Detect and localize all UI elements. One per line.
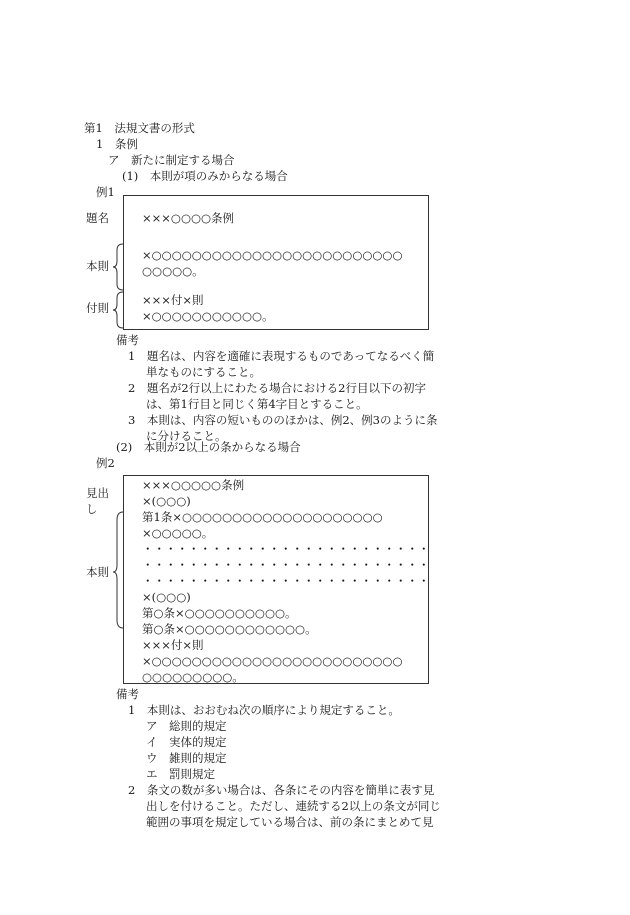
ex2-line: ×(○○○) [142, 590, 191, 604]
ex2-line: ・・・・・・・・・・・・・・・・・・・・・・・・・ [142, 558, 430, 572]
note-1-3-line-1: 3 本則は、内容の短いもののほかは、例2、例3のように条 [128, 413, 438, 427]
note-1-1-line-2: 単なものにすること。 [146, 365, 261, 379]
ex1-side-title: 題名 [86, 211, 109, 225]
ex1-main-line-1: ×○○○○○○○○○○○○○○○○○○○○○○○○○ [142, 248, 403, 262]
subsection-ordinance: 1 条例 [96, 137, 138, 151]
note-2-1: 1 本則は、おおむね次の順序により規定すること。 [128, 703, 400, 717]
section-heading: 第1 法規文書の形式 [84, 121, 195, 135]
note-2-1-sub: ウ 雑則的規定 [146, 751, 227, 765]
item-multiple-articles: (2) 本則が2以上の条からなる場合 [116, 440, 301, 454]
ex2-line: ×××付×則 [142, 638, 204, 652]
note-1-2-line-2: は、第1行目と同じく第4字目とすること。 [146, 397, 368, 411]
note-2-2-line-2: 出しを付けること。ただし、連続する2以上の条文が同じ [146, 799, 441, 813]
ex1-title: ×××○○○○条例 [142, 211, 235, 225]
note-2-2-line-3: 範囲の事項を規定している場合は、前の条にまとめて見 [146, 815, 434, 829]
ex1-supp-body: ×○○○○○○○○○○○。 [142, 309, 274, 323]
example-1-label: 例1 [96, 185, 115, 199]
notes-2-label: 備考 [116, 687, 139, 701]
ex2-line: ・・・・・・・・・・・・・・・・・・・・・・・・・ [142, 574, 430, 588]
item-paragraph-only: (1) 本則が項のみからなる場合 [122, 169, 288, 183]
note-2-1-sub: イ 実体的規定 [146, 735, 227, 749]
example-2-label: 例2 [96, 456, 115, 470]
ex2-line: ・・・・・・・・・・・・・・・・・・・・・・・・・ [142, 542, 430, 556]
ex1-side-supp: 付則 [86, 301, 109, 315]
ex2-side-heading-1: 見出 [86, 486, 109, 500]
ex2-line: ×(○○○) [142, 494, 191, 508]
note-1-2-line-1: 2 題名が2行以上にわたる場合における2行目以下の初字 [128, 381, 426, 395]
ex2-side-main: 本則 [86, 565, 109, 579]
ex1-supp-title: ×××付×則 [142, 293, 204, 307]
ex2-line: 第○条×○○○○○○○○○○。 [142, 606, 297, 620]
ex2-line: ×○○○○○。 [142, 526, 214, 540]
ex2-line: ×××○○○○○条例 [142, 478, 245, 492]
ex2-side-heading-2: し [86, 502, 98, 516]
ex1-main-line-2: ○○○○○。 [142, 264, 204, 278]
ex2-line: ×○○○○○○○○○○○○○○○○○○○○○○○○○ [142, 654, 403, 668]
ex1-side-main: 本則 [86, 259, 109, 273]
ex2-line: ○○○○○○○○○。 [142, 670, 244, 684]
note-2-1-sub: エ 罰則規定 [146, 767, 215, 781]
note-2-1-sub: ア 総則的規定 [146, 719, 227, 733]
note-2-2-line-1: 2 条文の数が多い場合は、各条にその内容を簡単に表す見 [128, 783, 435, 797]
item-new-enactment: ア 新たに制定する場合 [108, 153, 235, 167]
ex2-line: 第1条×○○○○○○○○○○○○○○○○○○○○ [142, 510, 383, 524]
ex2-line: 第○条×○○○○○○○○○○○○。 [142, 622, 317, 636]
notes-1-label: 備考 [116, 333, 139, 347]
note-1-3-line-2: に分けること。 [146, 429, 227, 443]
note-1-1-line-1: 1 題名は、内容を適確に表現するものであってなるべく簡 [128, 349, 435, 363]
